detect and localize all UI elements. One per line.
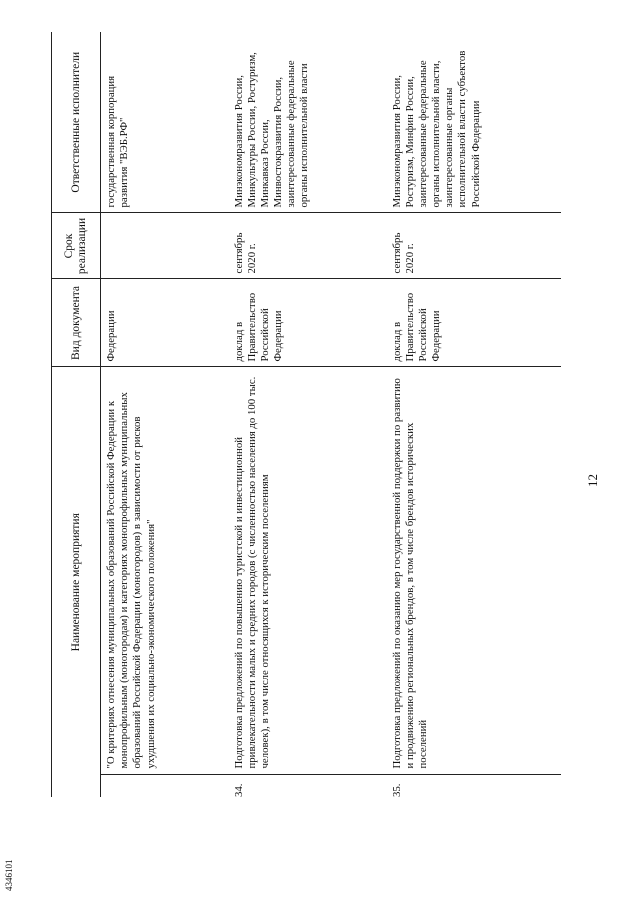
implementation-term: сентябрь 2020 г. [387,213,562,279]
table-header-row [52,32,101,797]
measure-name: Подготовка предложений по повышению туристской и инвестиционной привлекательности малых и средних городов (с численностью населения до 100 тыс. человек), в том числе относящихся к историческим поселениям [229,367,387,775]
table-row [101,32,229,797]
table-row [387,32,562,797]
implementation-term [101,213,229,279]
header-doc-type: Вид документа [52,279,101,367]
document-code: 4346101 [4,859,14,891]
measure-name: "О критериях отнесения муниципальных образований Российской Федерации к монопрофильным (моногородам) и категориях монопрофильных муниципальных образований Российской Федерации (моногородов) в зависимости от рисков ухудшения их социально-экономического положения" [101,367,229,775]
document-type: доклад в Правительство Российской Федерации [229,279,387,367]
document-type: Федерации [101,279,229,367]
header-term: Срок реализации [52,213,101,279]
row-number: 35. [390,783,403,797]
page-number: 12 [585,474,600,487]
row-number [101,775,229,797]
implementation-term: сентябрь 2020 г. [229,213,387,279]
measures-table [51,32,561,797]
responsible-executors: государственная корпорация развития "ВЭБ.РФ" [101,32,229,213]
header-name: Наименование мероприятия [52,367,101,797]
row-number: 34. [232,783,245,797]
header-responsible: Ответственные исполнители [52,32,101,213]
responsible-executors: Минэкономразвития России, Минкультуры России, Ростуризм, Минкавказ России, Минвостокразвития России, заинтересованные федеральные органы исполнительной власти [229,32,387,213]
table-row [229,32,387,797]
measure-name: Подготовка предложений по оказанию мер государственной поддержки по развитию и продвижению региональных брендов, в том числе брендов исторических поселений [387,367,562,775]
document-type: доклад в Правительство Российской Федерации [387,279,562,367]
responsible-executors: Минэкономразвития России, Ростуризм, Минфин России, заинтересованные федеральные органы исполнительной власти, заинтересованные органы исполнительной власти субъектов Российской Федерации [387,32,562,213]
